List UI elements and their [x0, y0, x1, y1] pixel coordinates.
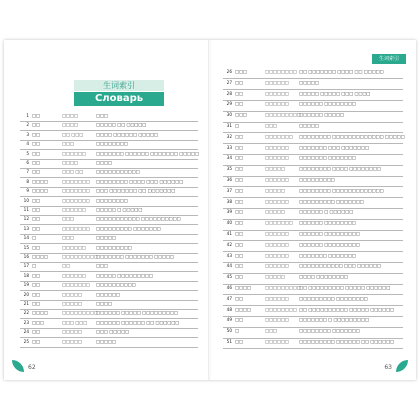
vocab-row [223, 338, 403, 346]
vocab-word: □□□ [235, 69, 247, 74]
vocab-row [20, 291, 198, 299]
vocab-pinyin: □□□□□□ [265, 317, 289, 323]
vocab-translation: □□□□□ □ □□□□□ [96, 207, 143, 212]
vocab-word: □□ [235, 90, 243, 96]
vocab-translation: □□□□□□□□□□□ □□□ □□□□□□ [299, 263, 381, 269]
vocab-pinyin: □□□ □□□ [62, 319, 88, 325]
vocab-pinyin: □□□□ [62, 160, 78, 165]
vocab-translation: □□□□□ □□ □□□□□ [96, 122, 147, 128]
vocab-row [20, 281, 198, 289]
vocab-translation: □□□□□□ □□□□□□□□□ [299, 241, 360, 247]
vocab-word: □□ [32, 225, 40, 231]
section-title-cn: 生词索引 [74, 80, 164, 91]
vocab-row [223, 327, 403, 335]
vocab-pinyin: □□□□□ [265, 209, 285, 215]
vocab-row [223, 295, 403, 303]
vocab-row [20, 319, 198, 327]
vocab-word: □□ [32, 244, 40, 250]
vocab-row [223, 219, 403, 227]
vocab-word: □□□□ [32, 254, 48, 259]
vocab-number: 19 [23, 282, 29, 288]
vocab-word: □□□□ [235, 306, 251, 312]
vocab-translation: □□□□□□□□ □□□□ □□□ □□□□□□ [96, 178, 184, 184]
vocab-pinyin: □□□□□□□ [265, 133, 293, 139]
vocab-row [20, 234, 198, 242]
vocab-word: □ [235, 328, 239, 334]
vocab-translation: □□□□□□□□□□□ [96, 169, 140, 175]
vocab-word: □□ [32, 216, 40, 222]
running-head: 生词索引 [372, 54, 406, 64]
vocab-word: □□ [235, 295, 243, 301]
vocab-word: □□ [32, 291, 40, 297]
section-title: Словарь [74, 92, 164, 106]
vocab-number: 47 [226, 295, 232, 301]
vocab-number: 35 [226, 166, 232, 172]
vocab-number: 10 [23, 197, 29, 203]
vocab-pinyin: □□□□□□ [265, 339, 289, 344]
vocab-translation: □□□ □□□□□ [96, 329, 129, 335]
vocab-row [223, 100, 403, 108]
vocab-pinyin: □□□□□ [62, 301, 82, 306]
vocab-translation: □□□□□ □□□□□ □□□ □□□□ [299, 90, 371, 96]
vocab-row [20, 300, 198, 308]
vocab-translation: □□□□□□ □□□□□□ □□ □□□□□□ [96, 319, 180, 325]
vocab-number: 33 [226, 144, 232, 150]
vocab-pinyin: □□□□ [62, 113, 78, 118]
vocab-pinyin: □□□ [62, 216, 74, 222]
vocab-translation: □□□□□□□ □□□□□□□ [299, 155, 356, 161]
vocab-word: □□ [235, 263, 243, 269]
vocab-pinyin: □□□□□□ [265, 177, 289, 182]
vocab-word: □□ [235, 317, 243, 323]
leaf-ornament-icon [396, 360, 408, 372]
vocab-translation: □□□□ [96, 160, 112, 165]
vocab-pinyin: □□□□□□ [265, 90, 289, 96]
vocab-translation: □□□□□□□ □□□ □□□□□□□ [299, 144, 369, 150]
vocab-pinyin: □□□□□□□□ [265, 69, 297, 74]
vocab-number: 15 [23, 244, 29, 250]
vocab-number: 11 [23, 207, 29, 212]
vocab-word: □□ [235, 79, 243, 85]
vocab-number: 22 [23, 310, 29, 316]
vocab-translation: □□□□□ □□□□□□□□□ [96, 272, 153, 278]
vocab-pinyin: □□□□□□□ [265, 220, 293, 226]
vocab-number: 41 [226, 231, 232, 236]
vocab-word: □□ [235, 339, 243, 344]
vocab-row [20, 168, 198, 176]
vocab-word: □□□□ [32, 188, 48, 194]
vocab-translation: □□□□□ [96, 235, 116, 241]
vocab-pinyin: □□□□□□ [265, 155, 289, 161]
vocab-word: □□ [32, 301, 40, 306]
vocab-row [20, 215, 198, 223]
vocab-word: □□ [32, 131, 40, 137]
vocab-word: □□ [235, 177, 243, 182]
vocab-word: □ [32, 263, 36, 269]
vocab-row [223, 208, 403, 216]
vocab-number: 46 [226, 285, 232, 290]
vocab-translation: □□□□□□□□ □□□□□□□ [299, 328, 360, 334]
vocab-translation: □□□□ [96, 301, 112, 306]
vocab-number: 4 [26, 141, 29, 147]
vocab-row [223, 165, 403, 173]
vocab-pinyin: □□□□□□□ [62, 282, 90, 288]
vocab-translation: □□□□□□ □□□□□□□□□ [299, 231, 360, 236]
vocab-number: 24 [23, 329, 29, 335]
vocab-word: □□□□ [235, 285, 251, 290]
vocab-number: 48 [226, 306, 232, 312]
vocab-word: □□ [32, 169, 40, 175]
vocab-row [20, 206, 198, 214]
vocab-number: 49 [226, 317, 232, 323]
vocab-translation: □□□□□ [96, 338, 116, 344]
vocab-pinyin: □□□□□□□ [62, 188, 90, 194]
vocab-row [223, 133, 403, 141]
vocab-word: □□ [235, 144, 243, 150]
vocab-row [20, 309, 198, 317]
vocab-translation: □□□□□□ □ □□□□□□ [299, 209, 354, 215]
vocab-pinyin: □□□□□□□□ [265, 306, 297, 312]
vocab-number: 43 [226, 252, 232, 258]
vocab-number: 3 [26, 131, 29, 137]
vocab-pinyin: □□□□□ [265, 274, 285, 280]
vocab-number: 14 [23, 235, 29, 241]
vocab-number: 23 [23, 319, 29, 325]
vocab-word: □□ [32, 160, 40, 165]
vocab-number: 16 [23, 254, 29, 259]
vocab-word: □□ [32, 150, 40, 156]
vocab-pinyin: □□□□□□ [265, 198, 289, 204]
vocab-row [223, 230, 403, 238]
vocab-translation: □□□□□□□ □□□□□□ □□□□□□□ □□□□□ [96, 150, 199, 156]
page-number-left: 62 [28, 364, 36, 371]
vocab-pinyin: □□□□□□□□□ [265, 112, 301, 118]
vocab-word: □□□□ [32, 310, 48, 316]
vocab-word: □□ [235, 274, 243, 280]
vocab-row [223, 122, 403, 130]
vocab-number: 27 [226, 79, 232, 85]
vocab-pinyin: □□□□□ [265, 166, 285, 172]
vocab-row [223, 90, 403, 98]
vocab-number: 30 [226, 112, 232, 118]
vocab-word: □□ [32, 207, 40, 212]
vocab-number: 6 [26, 160, 29, 165]
vocab-row [20, 244, 198, 252]
vocab-translation: □□□□□□□□□ □□□□□□□ [299, 198, 364, 204]
vocab-pinyin: □□□□□□ [62, 272, 86, 278]
vocab-translation: □□□□□□□□□ □□□□□□□ [96, 225, 161, 231]
vocab-translation: □□□□□□ □□□□□□□□ [299, 220, 356, 226]
vocab-translation: □□□□□□□ □ □□□□□□□□□ [299, 317, 369, 323]
vocab-pinyin: □□□□□ [62, 338, 82, 344]
vocab-word: □□ [235, 209, 243, 215]
vocab-translation: □□□□□□□□□□□ □□□□□□□□□□ [96, 216, 181, 222]
vocab-pinyin: □□□□□□ [265, 231, 289, 236]
vocab-number: 31 [226, 123, 232, 128]
vocab-word: □ [32, 235, 36, 241]
vocab-pinyin: □□□□ [62, 122, 78, 128]
vocab-number: 42 [226, 241, 232, 247]
page-number-right: 63 [384, 364, 392, 371]
vocab-number: 29 [226, 101, 232, 107]
vocab-pinyin: □□□ [62, 235, 74, 241]
vocab-row [223, 111, 403, 119]
vocab-pinyin: □□ □□□ [62, 131, 84, 137]
vocab-translation: □□□□□□□ □□□□□□□ □□□□□ [96, 254, 174, 259]
vocab-word: □□ [32, 197, 40, 203]
vocab-word: □□ [235, 252, 243, 258]
vocab-word: □ [235, 123, 239, 128]
vocab-number: 25 [23, 338, 29, 344]
vocab-translation: □□ □□□□□□□□□ □□□□□ □□□□□□ [299, 285, 391, 290]
vocab-word: □□ [235, 231, 243, 236]
vocab-word: □□ [235, 166, 243, 172]
left-page [4, 40, 209, 380]
row-divider [20, 347, 198, 348]
vocab-word: □□□□ [32, 178, 48, 184]
vocab-translation: □□□□□□ □□□□□ □□□□□□□□□ [96, 310, 178, 316]
vocab-number: 17 [23, 263, 29, 269]
vocab-pinyin: □□□□□□ [265, 241, 289, 247]
vocab-pinyin: □□□ [265, 123, 277, 128]
vocab-translation: □□□□□□ [96, 291, 120, 297]
vocab-number: 34 [226, 155, 232, 161]
vocab-row [20, 262, 198, 270]
vocab-number: 44 [226, 263, 232, 269]
vocab-translation: □□□□□□□□ □□□□ □□□□□□□□ [299, 166, 381, 172]
vocab-translation: □□□□□□□ □□□□□□□ [299, 252, 356, 258]
vocab-translation: □□ □□□□□□□□□□ □□□□□ □□□□□□ [299, 306, 394, 312]
vocab-pinyin: □□□□□□□□□ [62, 310, 98, 316]
vocab-row [223, 306, 403, 314]
vocab-row [20, 225, 198, 233]
vocab-row [20, 140, 198, 148]
vocab-row [20, 150, 198, 158]
vocab-word: □□ [32, 282, 40, 288]
vocab-row [223, 187, 403, 195]
vocab-row [223, 198, 403, 206]
vocab-translation: □□□□□□□□□ □□□□□□ □□ □□□□□□ [299, 339, 394, 344]
vocab-pinyin: □□□ [62, 141, 74, 147]
vocab-number: 18 [23, 272, 29, 278]
vocab-word: □□ [235, 187, 243, 193]
vocab-row [223, 154, 403, 162]
vocab-word: □□ [235, 198, 243, 204]
vocab-translation: □□□□□□□□□ [96, 244, 132, 250]
vocab-row [20, 121, 198, 129]
vocab-number: 7 [26, 169, 29, 175]
vocab-number: 13 [23, 225, 29, 231]
vocab-number: 9 [26, 188, 29, 194]
vocab-row [223, 273, 403, 281]
vocab-pinyin: □□□□□□ [62, 150, 86, 156]
section-header [74, 80, 164, 106]
vocab-row [20, 328, 198, 336]
vocab-row [20, 187, 198, 195]
vocab-word: □□ [235, 241, 243, 247]
vocab-translation: □□□□□ [299, 79, 319, 85]
vocab-word: □□ [32, 122, 40, 128]
vocab-translation: □□□□□□□□ [96, 197, 128, 203]
vocab-pinyin: □□□□□□ [265, 263, 289, 269]
vocab-row [223, 252, 403, 260]
vocab-translation: □□□□□□ □□□□□□□□ [299, 101, 356, 107]
vocab-number: 2 [26, 122, 29, 128]
vocab-number: 8 [26, 178, 29, 184]
vocab-row [20, 131, 198, 139]
vocab-word: □□ [235, 133, 243, 139]
vocab-row [20, 159, 198, 167]
vocab-translation: □□□ [96, 113, 108, 118]
vocab-row [223, 262, 403, 270]
vocab-number: 32 [226, 133, 232, 139]
vocab-number: 37 [226, 187, 232, 193]
vocab-word: □□ [235, 155, 243, 161]
vocab-number: 51 [226, 339, 232, 344]
vocab-row [223, 144, 403, 152]
vocab-row [223, 241, 403, 249]
vocab-pinyin: □□□ □□ [62, 169, 84, 175]
right-page [211, 40, 416, 380]
vocab-translation: □□□ [96, 263, 108, 269]
vocab-row [223, 68, 403, 76]
vocab-translation: □□□ □□□□□□□ □□ □□□□□□□ [96, 188, 176, 194]
vocab-number: 40 [226, 220, 232, 226]
vocab-translation: □□□□□□□□ [96, 141, 128, 147]
vocab-word: □□ [32, 272, 40, 278]
vocab-number: 12 [23, 216, 29, 222]
vocab-translation: □□□□□□□□ □□□□□□□□□□□□□ □□□□□ [299, 133, 405, 139]
vocab-pinyin: □□□□□□ [62, 207, 86, 212]
vocab-translation: □□□□□ [299, 123, 319, 128]
vocab-pinyin: □□□□□□ [265, 101, 289, 107]
vocab-pinyin: □□□ [265, 328, 277, 334]
book-spread [4, 40, 416, 380]
vocab-translation: □□□□□□□□□ □□□□□□□□ [299, 295, 368, 301]
vocab-word: □□ [32, 329, 40, 335]
vocab-row [20, 272, 198, 280]
vocab-row [223, 284, 403, 292]
vocab-pinyin: □□□□□□ [62, 244, 86, 250]
leaf-ornament-icon [12, 360, 24, 372]
vocab-pinyin: □□□□□□□ [62, 225, 90, 231]
vocab-pinyin: □□□□□□□□□ [265, 285, 301, 290]
vocab-row [20, 112, 198, 120]
vocab-pinyin: □□□□□□□□□ [62, 254, 98, 259]
vocab-translation: □□ □□□□□□□ □□□□ □□ □□□□□ [299, 69, 384, 74]
vocab-pinyin: □□□□□□ [265, 79, 289, 85]
vocab-number: 28 [226, 90, 232, 96]
vocab-pinyin: □□□□□□ [265, 295, 289, 301]
vocab-pinyin: □□□□□□□ [62, 178, 90, 184]
vocab-number: 39 [226, 209, 232, 215]
vocab-word: □□ [235, 101, 243, 107]
vocab-number: 21 [23, 301, 29, 306]
vocab-row [223, 176, 403, 184]
vocab-word: □□ [32, 338, 40, 344]
vocab-word: □□ [32, 113, 40, 118]
vocab-word: □□ [32, 141, 40, 147]
vocab-number: 38 [226, 198, 232, 204]
vocab-number: 1 [26, 113, 29, 118]
vocab-pinyin: □□ [62, 263, 70, 269]
vocab-pinyin: □□□□□□ [265, 144, 289, 150]
vocab-number: 45 [226, 274, 232, 280]
vocab-translation: □□□□□□ □□□□□ [299, 112, 344, 118]
vocab-row [20, 197, 198, 205]
row-divider [223, 348, 403, 349]
vocab-translation: □□□□ □□□□□□□□ [299, 274, 348, 280]
vocab-translation: □□□□□□□□ □□□□□□□□□□□□□ [299, 187, 384, 193]
vocab-pinyin: □□□□□□ [265, 252, 289, 258]
vocab-number: 20 [23, 291, 29, 297]
vocab-number: 50 [226, 328, 232, 334]
vocab-word: □□□ [32, 319, 44, 325]
vocab-translation: □□□□□□□□□ [299, 177, 335, 182]
vocab-number: 26 [226, 69, 232, 74]
vocab-row [20, 338, 198, 346]
vocab-pinyin: □□□□□ [62, 329, 82, 335]
vocab-row [223, 316, 403, 324]
vocab-translation: □□□□ □□□□□□ □□□□□ [96, 131, 159, 137]
vocab-word: □□ [235, 220, 243, 226]
vocab-row [223, 79, 403, 87]
vocab-pinyin: □□□□□ [62, 291, 82, 297]
vocab-pinyin: □□□□□□□ [62, 197, 90, 203]
vocab-row [20, 178, 198, 186]
vocab-translation: □□□□□□□□□□ [96, 282, 136, 288]
vocab-row [20, 253, 198, 261]
vocab-word: □□□ [235, 112, 247, 118]
vocab-pinyin: □□□□□ [265, 187, 285, 193]
vocab-number: 5 [26, 150, 29, 156]
vocab-number: 36 [226, 177, 232, 182]
